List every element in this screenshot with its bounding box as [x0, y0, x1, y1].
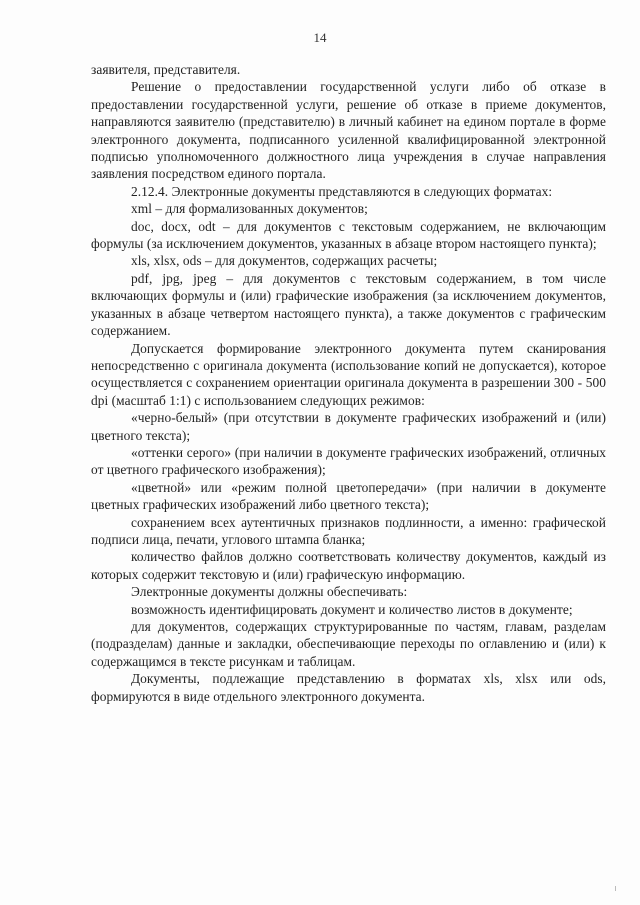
scan-artifact-mark [615, 886, 616, 891]
paragraph-format-pdf: pdf, jpg, jpeg – для документов с текстовым содержанием, в том числе включающих формулы и (или) графические изображения (за исключением документов, указанных в абзаце четвертом настоящего пункта), а также документов с графическим содержанием. [91, 270, 606, 339]
paragraph-format-xml: xml – для формализованных документов; [131, 201, 368, 217]
paragraph-section-2-12-4: 2.12.4. Электронные документы представляются в следующих форматах: [131, 183, 553, 199]
paragraph-authenticity: сохранением всех аутентичных признаков подлинности, а именно: графической подписи лица, печати, углового штампа бланка; [91, 514, 606, 547]
paragraph-structured-documents: для документов, содержащих структурированные по частям, главам, разделам (подразделам) данные и закладки, обеспечивающие переходы по оглавлению и (или) к содержащимся в тексте рисункам и таблицам. [91, 619, 606, 669]
paragraph-format-doc: doc, docx, odt – для документов с текстовым содержанием, не включающим формулы (за исключением документов, указанных в абзаце втором настоящего пункта); [91, 218, 606, 252]
paragraph-mode-grayscale: «оттенки серого» (при наличии в документе графических изображений, отличных от цветного графического изображения); [91, 444, 606, 478]
paragraph-mode-bw: «черно-белый» (при отсутствии в документе графических изображений и (или) цветного текста); [91, 410, 606, 443]
paragraph-mode-color: «цветной» или «режим полной цветопередачи» (при наличии в документе цветных графических изображений либо цветного текста); [91, 479, 606, 513]
document-body [91, 61, 606, 705]
paragraph-spreadsheet-documents: Документы, подлежащие представлению в форматах xls, xlsx или ods, формируются в виде отдельного электронного документа. [91, 671, 606, 704]
paragraph-scanning-rules: Допускается формирование электронного документа путем сканирования непосредственно с оригинала документа (использование копий не допускается), которое осуществляется с сохранением ориентации оригинала документа в разрешении 300 - 500 dpi (масштаб 1:1) с использованием следующих режимов: [91, 340, 606, 408]
page-number: 14 [313, 30, 327, 45]
paragraph-decision-delivery: Решение о предоставлении государственной услуги либо об отказе в предоставлении государственной услуги, решение об отказе в приеме документов, направляются заявителю (представителю) в личный кабинет на едином портале в форме электронного документа, подписанного усиленной квалифицированной электронной подписью уполномоченного должностного лица учреждения в случае направления заявления посредством единого портала. [91, 79, 606, 182]
paragraph-identify-document: возможность идентифицировать документ и количество листов в документе; [131, 601, 573, 617]
paragraph-applicant-continuation: заявителя, представителя. [91, 62, 241, 77]
paragraph-requirements-heading: Электронные документы должны обеспечивать: [131, 584, 408, 600]
paragraph-file-count: количество файлов должно соответствовать количеству документов, каждый из которых содержит текстовую и (или) графическую информацию. [91, 549, 606, 582]
paragraph-format-xls: xls, xlsx, ods – для документов, содержащих расчеты; [131, 253, 438, 269]
